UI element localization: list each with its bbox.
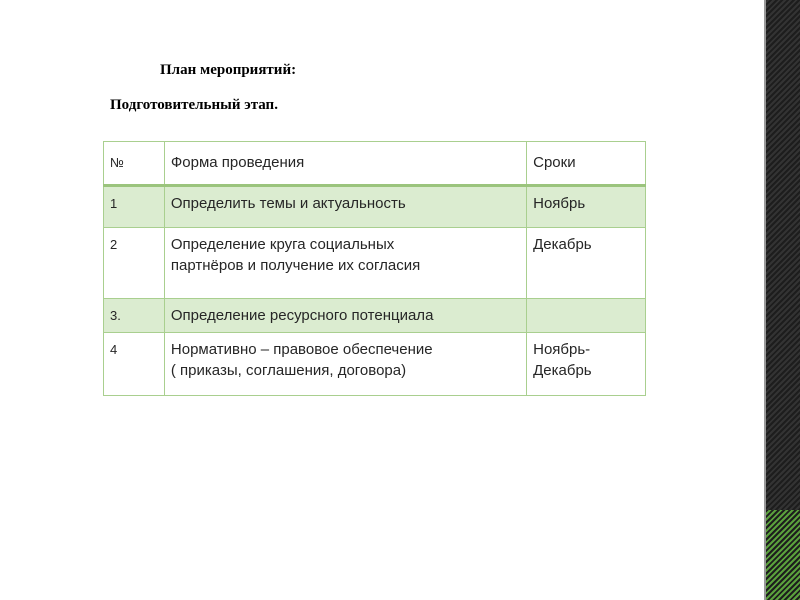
table-row [104, 299, 646, 333]
plan-table [103, 141, 646, 396]
cell-term: Декабрь [527, 228, 646, 299]
cell-num: 2 [104, 228, 165, 299]
cell-term: Ноябрь- Декабрь [527, 333, 646, 396]
cell-num: 1 [104, 186, 165, 228]
table-row [104, 228, 646, 299]
cell-term [527, 299, 646, 333]
header-form: Форма проведения [164, 142, 526, 186]
cell-form: Определить темы и актуальность [164, 186, 526, 228]
slide-title: План мероприятий: [160, 62, 297, 78]
cell-form: Определение ресурсного потенциала [164, 299, 526, 333]
decorative-side-strip [764, 0, 800, 600]
cell-form: Определение круга социальных партнёров и получение их согласия [164, 228, 526, 299]
header-num: № [104, 142, 165, 186]
table-row [104, 186, 646, 228]
table-row [104, 333, 646, 396]
slide-subtitle: Подготовительный этап. [110, 97, 278, 113]
cell-form: Нормативно – правовое обеспечение ( приказы, соглашения, договора) [164, 333, 526, 396]
table-header-row [104, 142, 646, 186]
cell-term: Ноябрь [527, 186, 646, 228]
cell-num: 3. [104, 299, 165, 333]
header-term: Сроки [527, 142, 646, 186]
cell-num: 4 [104, 333, 165, 396]
